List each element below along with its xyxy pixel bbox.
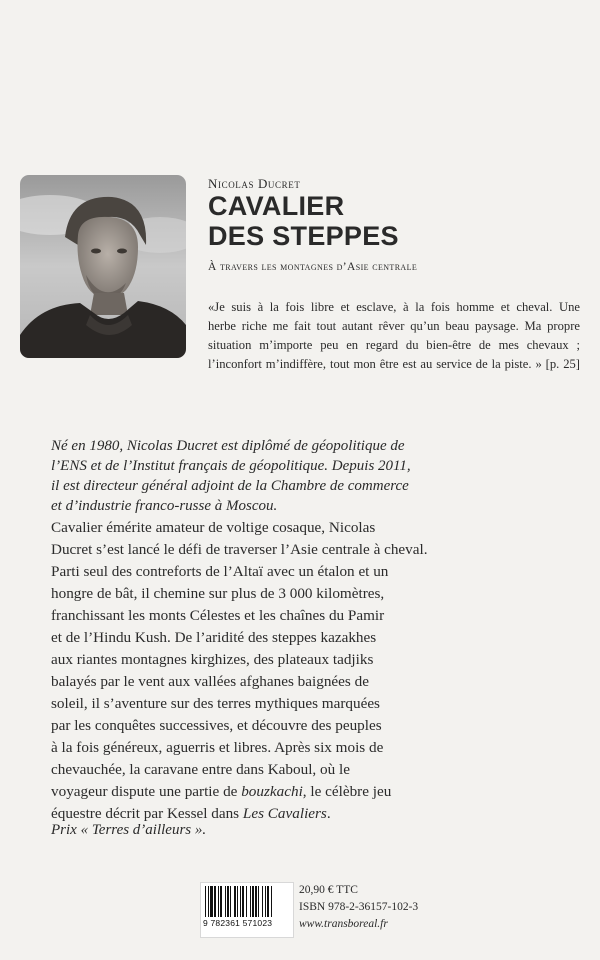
description-line: hongre de bât, il chemine sur plus de 3 000 kilomètres, <box>51 585 385 602</box>
excerpt-quote <box>208 298 580 374</box>
quote-line: herbe riche me fait tout autant rêver qu’un beau paysage. Ma propre <box>208 319 580 333</box>
description-line: balayés par le vent aux vallées afghanes baignées de <box>51 673 369 690</box>
description-line: franchissant les monts Célestes et les chaînes du Pamir <box>51 607 385 624</box>
isbn-barcode <box>200 882 294 938</box>
description-line: à la fois généreux, aguerris et libres. Après six mois de <box>51 739 384 756</box>
description-line: soleil, il s’aventure sur des terres mythiques marquées <box>51 695 380 712</box>
description-line: Cavalier émérite amateur de voltige cosaque, Nicolas <box>51 519 376 536</box>
description-line: par les conquêtes successives, et découvre des peuples <box>51 717 382 734</box>
book-subtitle: À travers les montagnes d’Asie centrale <box>208 261 418 273</box>
book-title <box>208 191 399 251</box>
description-line: et de l’Hindu Kush. De l’aridité des steppes kazakhes <box>51 629 377 646</box>
quote-line: l’inconfort m’indiffère, tout mon être est au service de la piste. » [p. 25] <box>208 357 580 371</box>
quote-line: «Je suis à la fois libre et esclave, à la fois homme et cheval. Une <box>208 300 580 314</box>
description-line: aux riantes montagnes kirghizes, des plateaux tadjiks <box>51 651 374 668</box>
website-link[interactable]: www.transboreal.fr <box>299 918 388 930</box>
book-description <box>51 517 581 825</box>
description-line: Parti seul des contreforts de l’Altaï avec un étalon et un <box>51 563 389 580</box>
description-line: voyageur dispute une partie de bouzkachi, le célèbre jeu <box>51 783 392 800</box>
barcode-bars <box>201 883 293 919</box>
description-line: équestre décrit par Kessel dans Les Cavaliers. <box>51 805 331 822</box>
les-cavaliers-title: Les Cavaliers <box>242 805 327 822</box>
bio-line: et d’industrie franco-russe à Moscou. <box>51 498 278 514</box>
bio-line: Né en 1980, Nicolas Ducret est diplômé de géopolitique de <box>51 438 405 454</box>
book-title-line-1: CAVALIER <box>208 191 345 221</box>
price: 20,90 € TTC <box>299 884 358 896</box>
description-line: Ducret s’est lancé le défi de traverser l’Asie centrale à cheval. <box>51 541 428 558</box>
publisher-info <box>299 882 418 933</box>
author-name: Nicolas Ducret <box>208 176 301 191</box>
isbn: ISBN 978-2-36157-102-3 <box>299 901 419 913</box>
barcode-number: 9 782361 571023 <box>203 918 273 928</box>
book-title-line-2: DES STEPPES <box>208 221 399 251</box>
prize-mention: Prix « Terres d’ailleurs ». <box>51 822 207 838</box>
author-bio <box>51 436 581 516</box>
description-line: chevauchée, la caravane entre dans Kaboul, où le <box>51 761 350 778</box>
bouzkachi-term: bouzkachi <box>241 783 303 800</box>
bio-line: il est directeur général adjoint de la Chambre de commerce <box>51 478 409 494</box>
bio-line: l’ENS et de l’Institut français de géopolitique. Depuis 2011, <box>51 458 411 474</box>
author-photo <box>20 175 186 358</box>
quote-line: situation m’importe peu en regard du bien-être de mes chevaux ; <box>208 338 580 352</box>
